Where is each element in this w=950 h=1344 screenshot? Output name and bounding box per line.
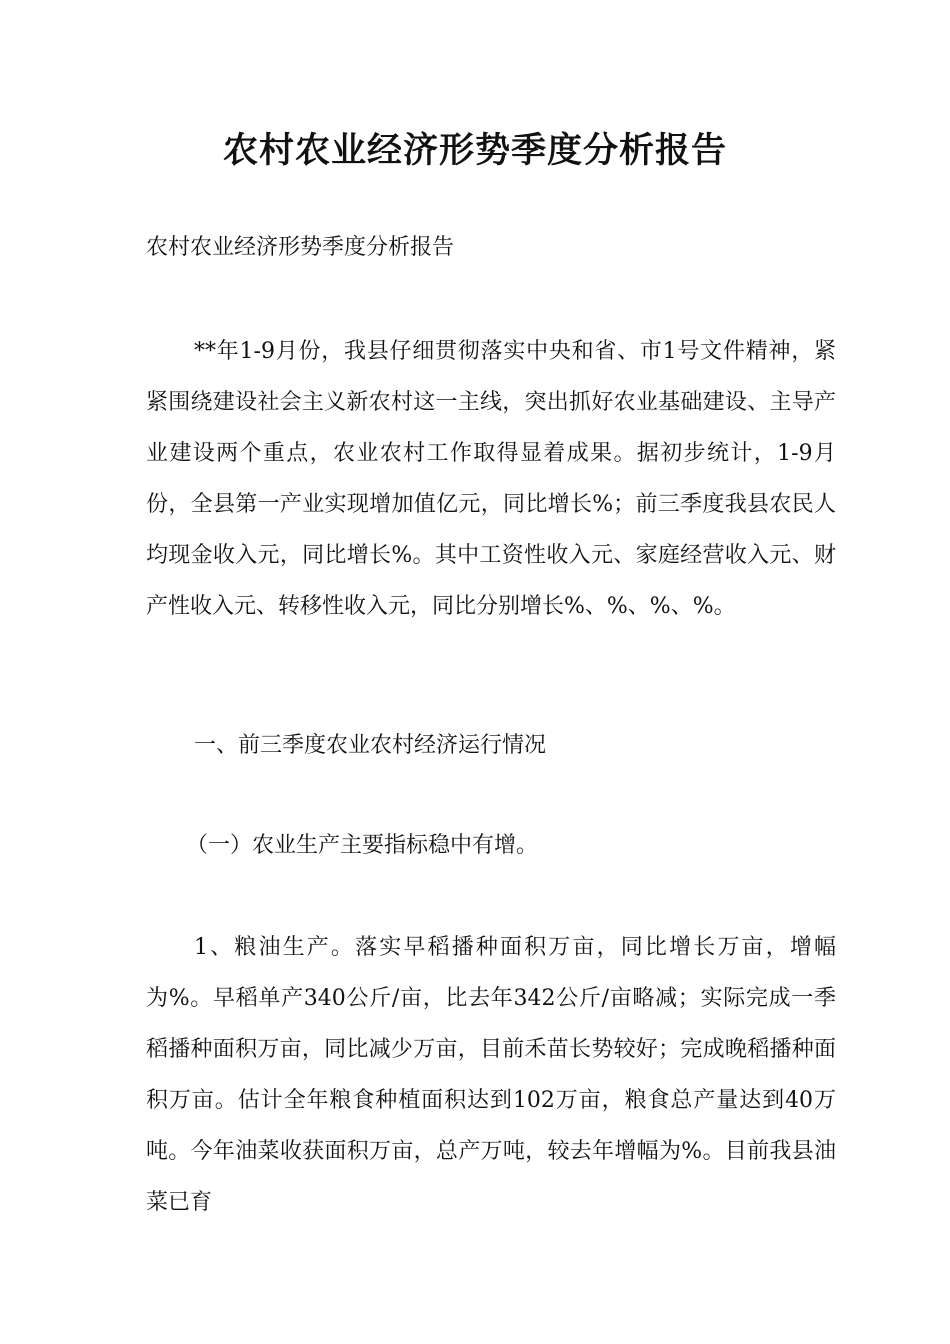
document-subtitle: 农村农业经济形势季度分析报告 [146,235,455,260]
document-title: 农村农业经济形势季度分析报告 [222,130,727,171]
subsection-heading: （一）农业生产主要指标稳中有增。 [186,833,539,858]
section-heading: 一、前三季度农业农村经济运行情况 [194,733,547,758]
grain-paragraph: 1、粮油生产。落实早稻播种面积万亩，同比增长万亩，增幅为%。早稻单产340公斤/亩，比去年342公斤/亩略减；实际完成一季稻播种面积万亩，同比减少万亩，目前禾苗长势较好；完成晚稻播种面积万亩。估计全年粮食种植面积达到102万亩，粮食总产量达到40万吨。今年油菜收获面积万亩，总产万吨，较去年增幅为%。目前我县油菜已育 [146,935,836,1215]
intro-paragraph: **年1-9月份，我县仔细贯彻落实中央和省、市1号文件精神，紧紧围绕建设社会主义新农村这一主线，突出抓好农业基础建设、主导产业建设两个重点，农业农村工作取得显着成果。据初步统计，1-9月份，全县第一产业实现增加值亿元，同比增长%；前三季度我县农民人均现金收入元，同比增长%。其中工资性收入元、家庭经营收入元、财产性收入元、转移性收入元，同比分别增长%、%、%、%。 [146,339,836,619]
